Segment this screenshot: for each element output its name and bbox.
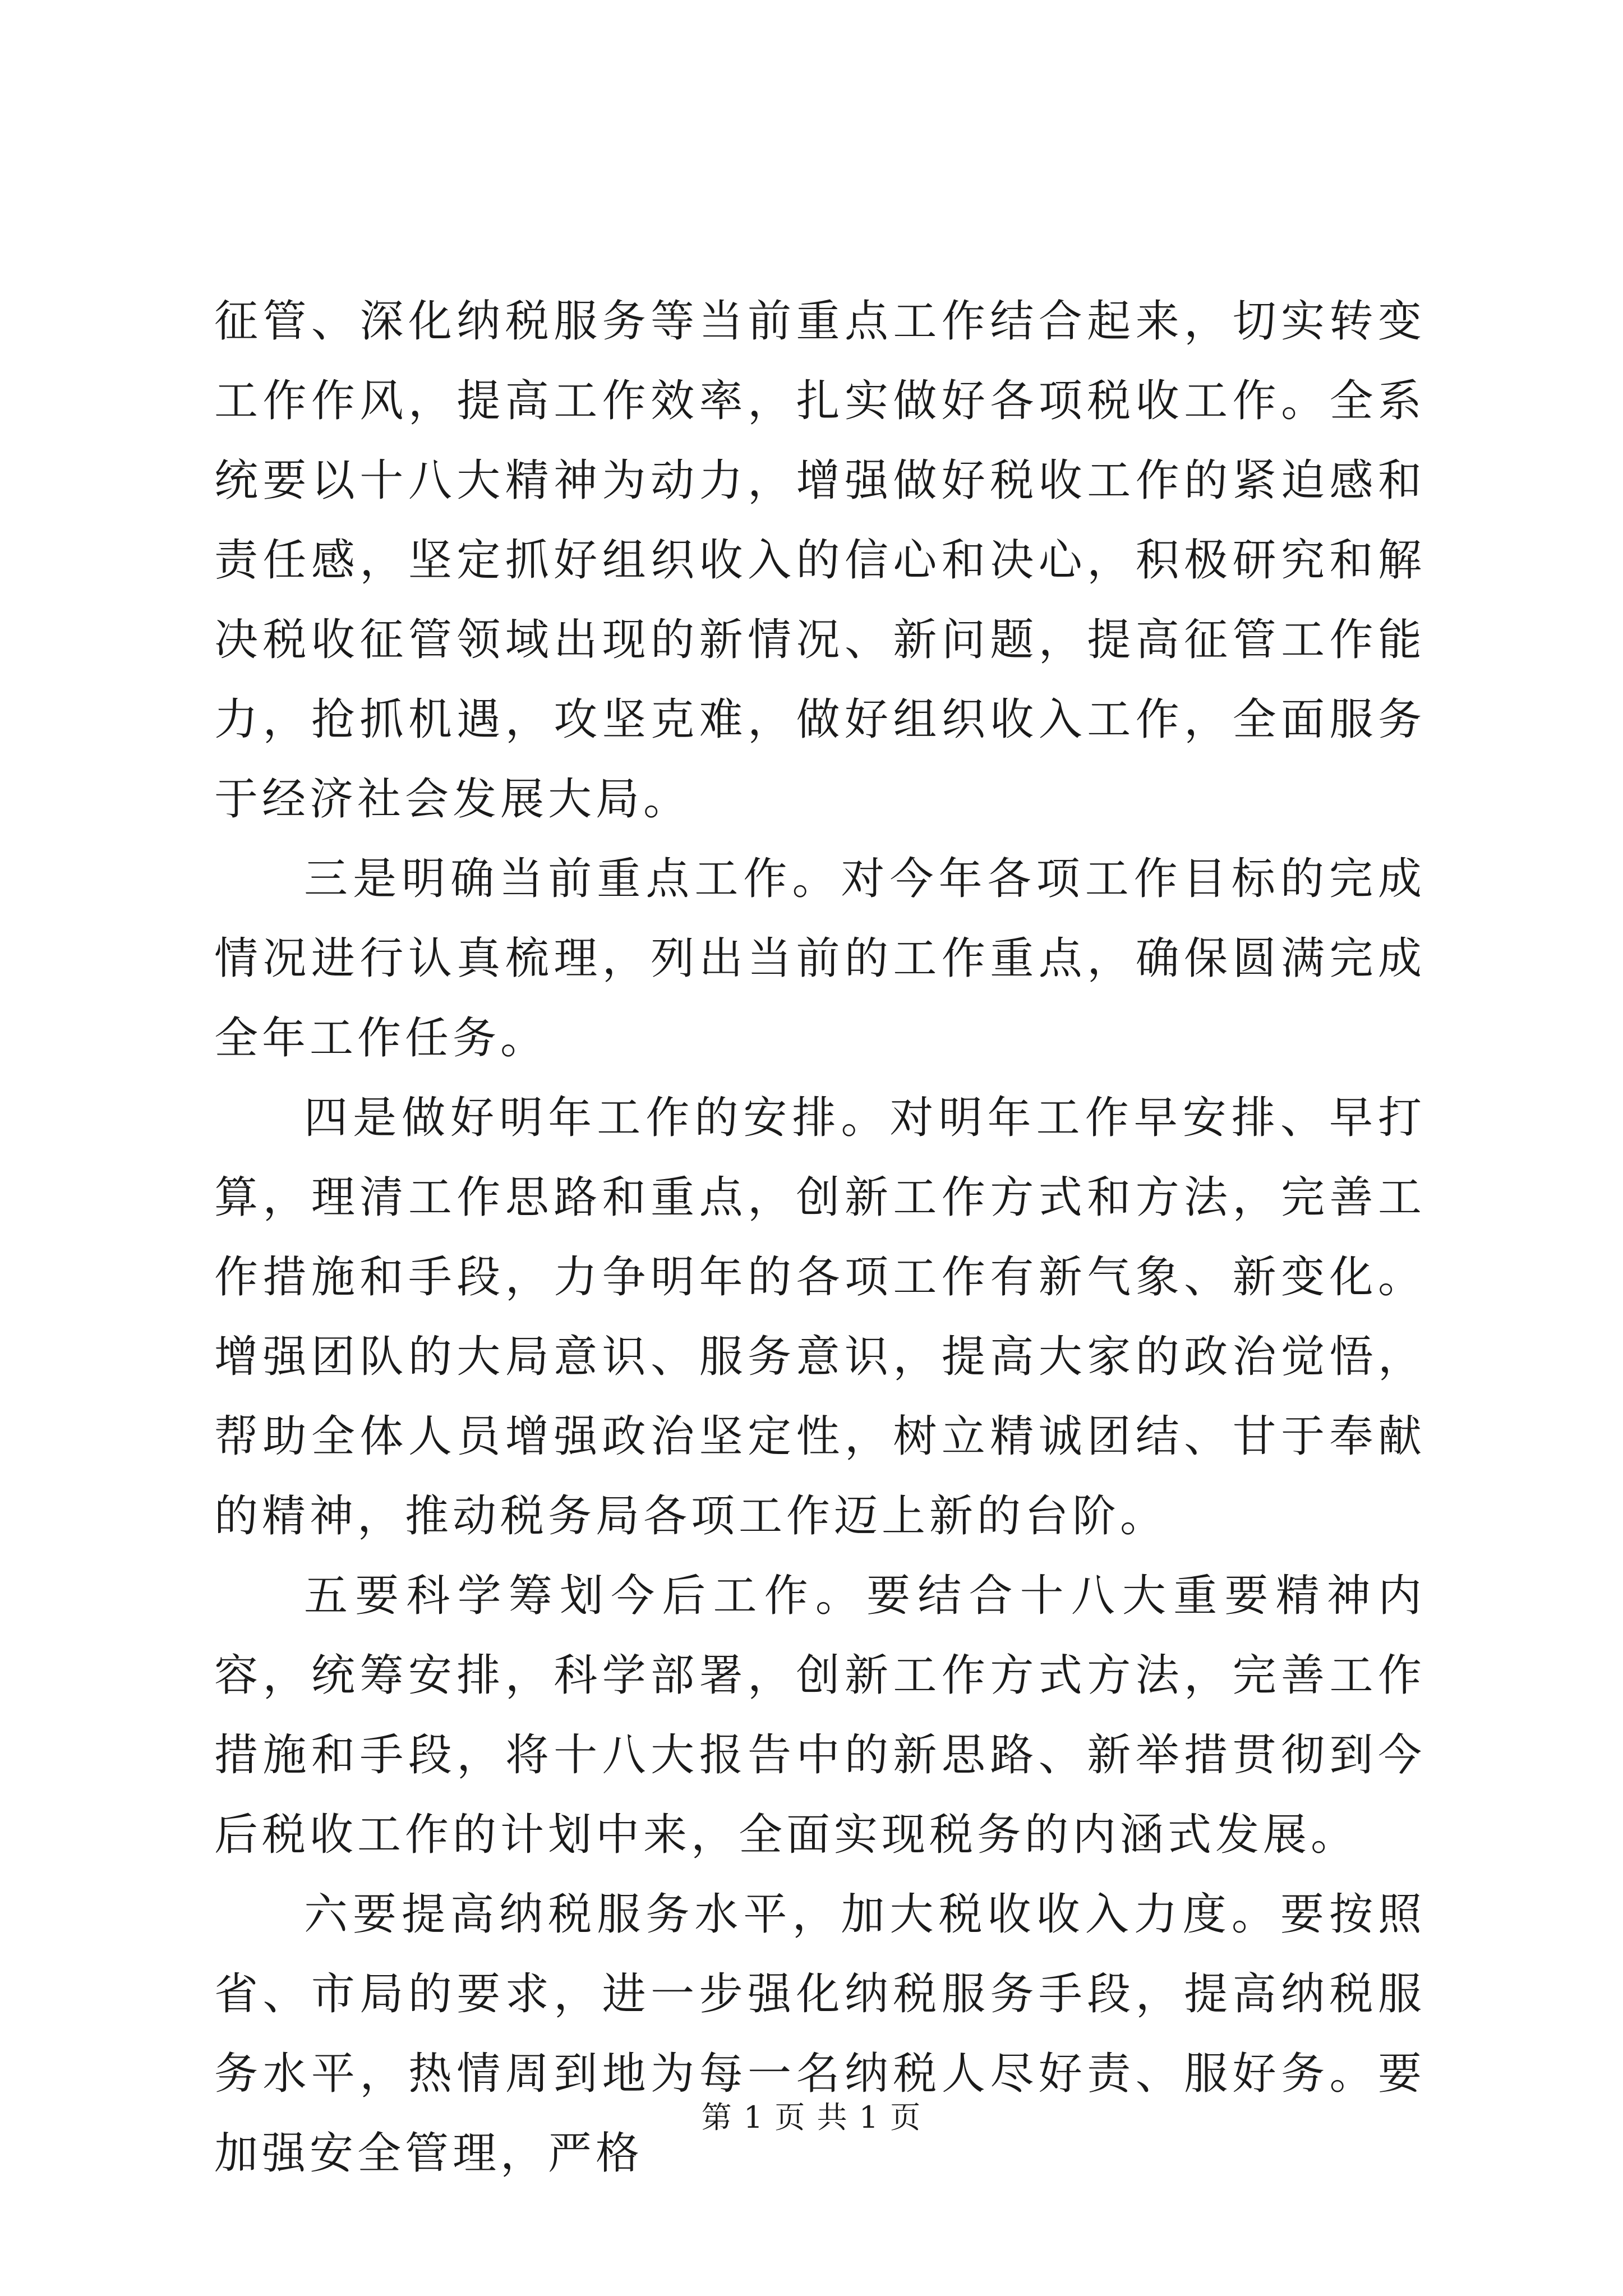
paragraph-point-six: 六要提高纳税服务水平，加大税收收入力度。要按照省、市局的要求，进一步强化纳税服务手段，提高纳税服务水平，热情周到地为每一名纳税人尽好责、服好务。要加强安全管理，严格 [214,1889,1426,2179]
paragraph-continuation: 征管、深化纳税服务等当前重点工作结合起来，切实转变工作作风，提高工作效率，扎实做好各项税收工作。全系统要以十八大精神为动力，增强做好税收工作的紧迫感和责任感，坚定抓好组织收入的信心和决心，积极研究和解决税收征管领域出现的新情况、新问题，提高征管工作能力，抢抓机遇，攻坚克难，做好组织收入工作，全面服务于经济社会发展大局。 [214,296,1426,825]
paragraph-point-three: 三是明确当前重点工作。对今年各项工作目标的完成情况进行认真梳理，列出当前的工作重点，确保圆满完成全年工作任务。 [214,854,1426,1064]
page-footer: 第 1 页 共 1 页 [701,2100,922,2135]
paragraph-point-five: 五要科学筹划今后工作。要结合十八大重要精神内容，统筹安排，科学部署，创新工作方式方法，完善工作措施和手段，将十八大报告中的新思路、新举措贯彻到今后税收工作的计划中来，全面实现税务的内涵式发展。 [214,1571,1426,1860]
document-body [214,282,1426,2193]
paragraph-point-four: 四是做好明年工作的安排。对明年工作早安排、早打算，理清工作思路和重点，创新工作方式和方法，完善工作措施和手段，力争明年的各项工作有新气象、新变化。增强团队的大局意识、服务意识，提高大家的政治觉悟，帮助全体人员增强政治坚定性，树立精诚团结、甘于奉献的精神，推动税务局各项工作迈上新的台阶。 [214,1093,1426,1542]
